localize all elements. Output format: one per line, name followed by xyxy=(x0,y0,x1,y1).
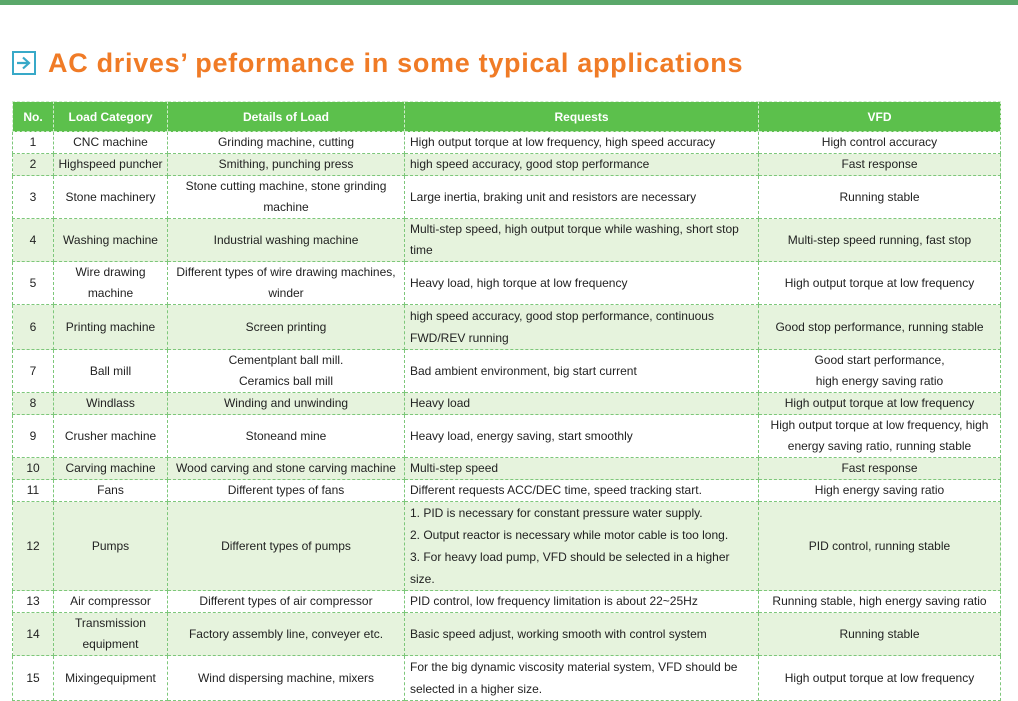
cell-line: High output torque at low frequency, high speed accuracy xyxy=(410,135,716,149)
cell-details-of-load xyxy=(168,262,405,305)
table-row xyxy=(13,656,1001,701)
cell-line: energy saving ratio, running stable xyxy=(787,439,972,453)
table-row xyxy=(13,415,1001,458)
cell-line: Transmission xyxy=(75,616,146,630)
cell-line: Pumps xyxy=(91,538,130,553)
cell-requests xyxy=(405,613,759,656)
cell-no: 5 xyxy=(13,262,54,305)
cell-no: 7 xyxy=(13,350,54,393)
cell-load-category xyxy=(54,219,168,262)
cell-requests xyxy=(405,262,759,305)
cell-line: High control accuracy xyxy=(821,135,938,149)
cell-no: 11 xyxy=(13,480,54,502)
cell-requests xyxy=(405,458,759,480)
cell-vfd xyxy=(759,415,1001,458)
column-header-requests: Requests xyxy=(405,102,759,132)
cell-line: Crusher machine xyxy=(64,428,157,443)
cell-line: Running stable xyxy=(839,189,920,204)
table-row xyxy=(13,613,1001,656)
cell-line: Windlass xyxy=(86,396,135,410)
cell-no: 10 xyxy=(13,458,54,480)
cell-line: Screen printing xyxy=(245,319,327,334)
cell-line: Running stable, high energy saving ratio xyxy=(772,594,987,608)
cell-vfd xyxy=(759,132,1001,154)
cell-no: 3 xyxy=(13,176,54,219)
cell-vfd xyxy=(759,591,1001,613)
cell-details-of-load xyxy=(168,219,405,262)
cell-load-category xyxy=(54,305,168,350)
cell-line: Fast response xyxy=(841,157,918,171)
cell-no: 4 xyxy=(13,219,54,262)
table-header-row xyxy=(13,102,1001,132)
cell-line: Good stop performance, running stable xyxy=(775,319,984,334)
cell-details-of-load xyxy=(168,458,405,480)
cell-details-of-load xyxy=(168,591,405,613)
cell-no: 1 xyxy=(13,132,54,154)
cell-line: Printing machine xyxy=(65,319,156,334)
cell-load-category xyxy=(54,154,168,176)
cell-line: Ball mill xyxy=(89,363,132,378)
cell-line: Cementplant ball mill. xyxy=(228,353,344,367)
table-row xyxy=(13,219,1001,262)
table-row xyxy=(13,350,1001,393)
cell-vfd xyxy=(759,502,1001,591)
cell-line: Ceramics ball mill xyxy=(238,374,333,388)
cell-load-category xyxy=(54,393,168,415)
cell-line: machine xyxy=(263,200,309,214)
cell-line: winder xyxy=(268,286,304,300)
cell-line: Fast response xyxy=(841,461,918,475)
table-row xyxy=(13,502,1001,591)
cell-line: Grinding machine, cutting xyxy=(217,135,355,149)
cell-requests xyxy=(405,132,759,154)
cell-line: Washing machine xyxy=(63,232,158,247)
cell-details-of-load xyxy=(168,393,405,415)
table-row xyxy=(13,154,1001,176)
cell-requests xyxy=(405,480,759,502)
cell-requests xyxy=(405,219,759,262)
cell-line: Stone machinery xyxy=(65,189,156,204)
cell-line: High output torque at low frequency xyxy=(784,396,975,410)
cell-load-category xyxy=(54,591,168,613)
cell-line: Bad ambient environment, big start current xyxy=(410,363,637,378)
cell-line: selected in a higher size. xyxy=(410,682,543,696)
cell-vfd xyxy=(759,458,1001,480)
cell-line: CNC machine xyxy=(73,135,148,149)
cell-no: 14 xyxy=(13,613,54,656)
cell-load-category xyxy=(54,656,168,701)
cell-details-of-load xyxy=(168,613,405,656)
cell-no: 13 xyxy=(13,591,54,613)
cell-details-of-load xyxy=(168,502,405,591)
cell-line: Different types of fans xyxy=(227,483,345,497)
cell-line: PID control, low frequency limitation is about 22~25Hz xyxy=(410,594,698,608)
cell-details-of-load xyxy=(168,305,405,350)
cell-requests xyxy=(405,656,759,701)
cell-line: Multi-step speed, high output torque while washing, short stop time xyxy=(410,222,739,257)
cell-requests xyxy=(405,350,759,393)
page-title: AC drives’ peformance in some typical applications xyxy=(48,47,744,78)
column-header-details-of-load: Details of Load xyxy=(168,102,405,132)
cell-line: Heavy load, energy saving, start smoothly xyxy=(410,428,633,443)
cell-vfd xyxy=(759,262,1001,305)
cell-line: For the big dynamic viscosity material system, VFD should be xyxy=(410,660,738,674)
cell-load-category xyxy=(54,176,168,219)
column-header-no: No. xyxy=(13,102,54,132)
table-row xyxy=(13,305,1001,350)
cell-requests xyxy=(405,415,759,458)
cell-line: Wire drawing xyxy=(75,265,146,279)
cell-line: Multi-step speed xyxy=(410,461,499,475)
applications-table xyxy=(12,101,1001,701)
cell-line: High output torque at low frequency, high xyxy=(770,418,989,432)
cell-vfd xyxy=(759,393,1001,415)
cell-line: Heavy load xyxy=(410,396,471,410)
cell-line: Large inertia, braking unit and resistors are necessary xyxy=(410,189,697,204)
cell-details-of-load xyxy=(168,154,405,176)
cell-vfd xyxy=(759,480,1001,502)
cell-line: Good start performance, xyxy=(814,353,945,367)
cell-line: Carving machine xyxy=(65,461,156,475)
cell-no: 9 xyxy=(13,415,54,458)
cell-details-of-load xyxy=(168,176,405,219)
cell-line: 2. Output reactor is necessary while motor cable is too long. xyxy=(410,528,729,542)
cell-line: Heavy load, high torque at low frequency xyxy=(410,275,628,290)
cell-vfd xyxy=(759,305,1001,350)
column-header-vfd: VFD xyxy=(759,102,1001,132)
top-accent-bar xyxy=(0,0,1018,5)
cell-load-category xyxy=(54,458,168,480)
cell-no: 6 xyxy=(13,305,54,350)
cell-requests xyxy=(405,176,759,219)
cell-line: PID control, running stable xyxy=(808,538,951,553)
cell-no: 2 xyxy=(13,154,54,176)
cell-line: high speed accuracy, good stop performance, continuous xyxy=(410,309,714,323)
cell-line: high speed accuracy, good stop performance xyxy=(410,157,650,171)
cell-line: machine xyxy=(87,286,134,300)
cell-line: Wood carving and stone carving machine xyxy=(176,461,396,475)
cell-no: 8 xyxy=(13,393,54,415)
cell-line: Stoneand mine xyxy=(245,428,327,443)
column-header-load-category: Load Category xyxy=(54,102,168,132)
cell-line: Different types of air compressor xyxy=(199,594,373,608)
cell-line: 1. PID is necessary for constant pressure water supply. xyxy=(410,506,703,520)
cell-line: Different types of wire drawing machines, xyxy=(176,265,396,279)
cell-vfd xyxy=(759,350,1001,393)
cell-load-category xyxy=(54,613,168,656)
cell-requests xyxy=(405,393,759,415)
cell-vfd xyxy=(759,219,1001,262)
cell-line: Different requests ACC/DEC time, speed tracking start. xyxy=(410,483,702,497)
cell-vfd xyxy=(759,656,1001,701)
cell-line: Winding and unwinding xyxy=(223,396,349,410)
cell-line: High energy saving ratio xyxy=(814,483,945,497)
cell-details-of-load xyxy=(168,415,405,458)
cell-line: Wind dispersing machine, mixers xyxy=(197,670,375,685)
cell-line: High output torque at low frequency xyxy=(784,275,975,290)
cell-line: Running stable xyxy=(839,626,920,641)
arrow-right-icon xyxy=(12,51,36,75)
cell-line: Basic speed adjust, working smooth with control system xyxy=(410,626,707,641)
cell-line: Industrial washing machine xyxy=(213,232,359,247)
cell-load-category xyxy=(54,502,168,591)
cell-line: High output torque at low frequency xyxy=(784,670,975,685)
cell-no: 15 xyxy=(13,656,54,701)
title-row xyxy=(12,46,743,80)
cell-line: high energy saving ratio xyxy=(815,374,944,388)
cell-details-of-load xyxy=(168,480,405,502)
table-row xyxy=(13,458,1001,480)
cell-load-category xyxy=(54,350,168,393)
table-row xyxy=(13,393,1001,415)
table-row xyxy=(13,132,1001,154)
table-row xyxy=(13,591,1001,613)
cell-line: FWD/REV running xyxy=(410,331,509,345)
cell-line: Smithing, punching press xyxy=(218,157,354,171)
cell-requests xyxy=(405,154,759,176)
cell-requests xyxy=(405,591,759,613)
cell-requests xyxy=(405,305,759,350)
cell-load-category xyxy=(54,262,168,305)
cell-load-category xyxy=(54,415,168,458)
cell-vfd xyxy=(759,154,1001,176)
table-row xyxy=(13,176,1001,219)
cell-no: 12 xyxy=(13,502,54,591)
table-row xyxy=(13,480,1001,502)
cell-vfd xyxy=(759,176,1001,219)
cell-requests xyxy=(405,502,759,591)
cell-line: equipment xyxy=(82,637,139,651)
cell-details-of-load xyxy=(168,132,405,154)
cell-line: Factory assembly line, conveyer etc. xyxy=(188,626,384,641)
cell-load-category xyxy=(54,132,168,154)
cell-details-of-load xyxy=(168,350,405,393)
cell-line: Multi-step speed running, fast stop xyxy=(787,232,972,247)
cell-line: Different types of pumps xyxy=(221,538,351,553)
cell-details-of-load xyxy=(168,656,405,701)
cell-line: Mixingequipment xyxy=(65,670,156,685)
cell-line: Fans xyxy=(97,483,124,497)
cell-vfd xyxy=(759,613,1001,656)
cell-line: Highspeed puncher xyxy=(58,157,163,171)
table-row xyxy=(13,262,1001,305)
cell-line: Air compressor xyxy=(70,594,151,608)
cell-line: Stone cutting machine, stone grinding xyxy=(185,179,387,193)
cell-line: 3. For heavy load pump, VFD should be selected in a higher size. xyxy=(410,550,730,586)
cell-load-category xyxy=(54,480,168,502)
